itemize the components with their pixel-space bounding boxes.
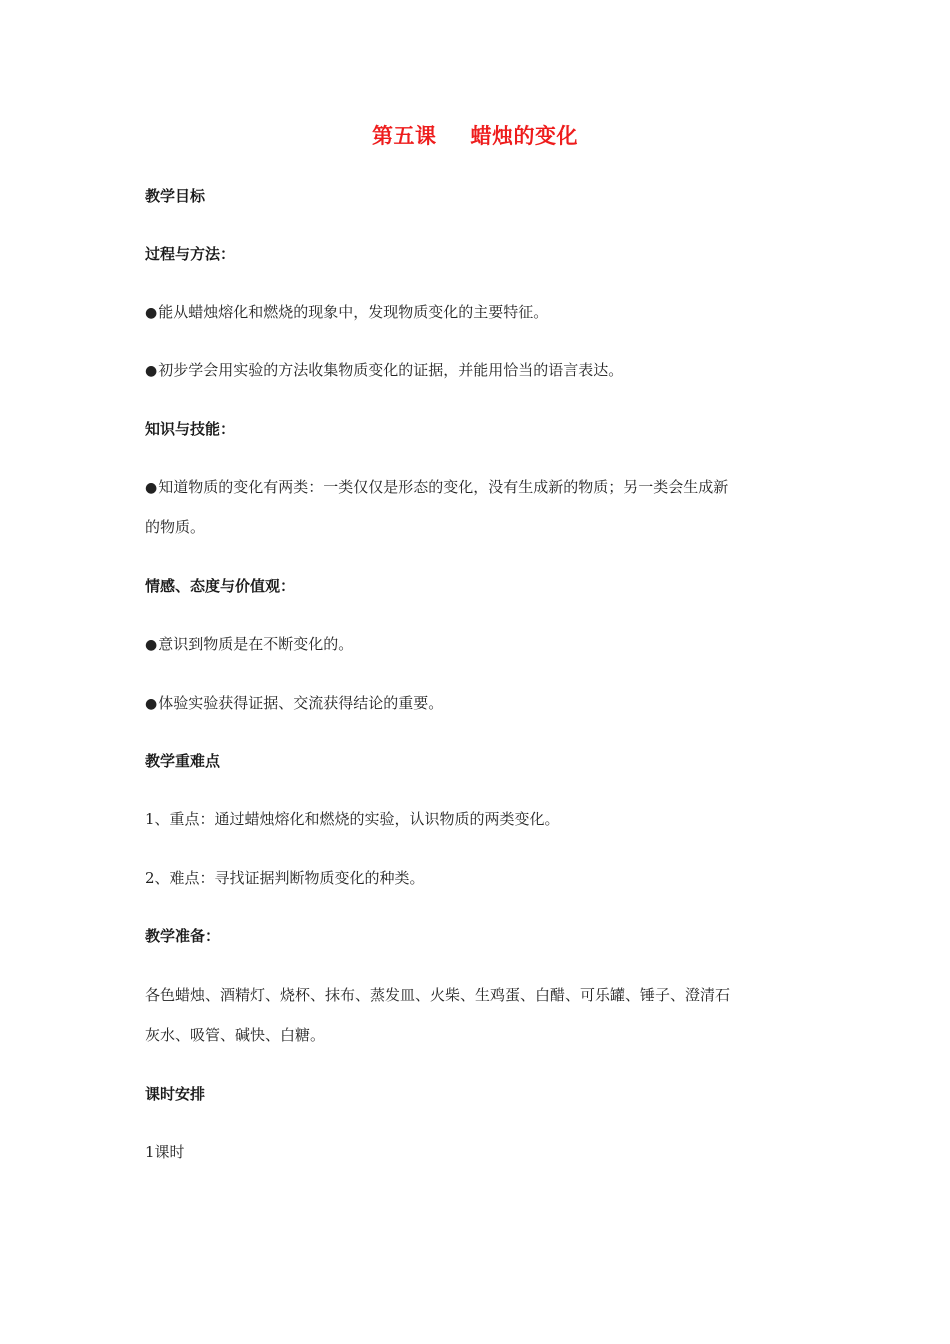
paragraph-knowledge-1-line2: 的物质。 — [145, 518, 206, 536]
document-title — [0, 120, 950, 150]
bullet-icon: ● — [145, 305, 158, 321]
heading-knowledge-skills: 知识与技能： — [145, 420, 236, 438]
paragraph-emotion-1 — [145, 634, 805, 655]
paragraph-text: 初步学会用实验的方法收集物质变化的证据，并能用恰当的语言表达。 — [158, 361, 624, 379]
lesson-name: 蜡烛的变化 — [470, 124, 578, 148]
heading-process-method: 过程与方法： — [145, 245, 236, 263]
heading-schedule: 课时安排 — [145, 1085, 206, 1103]
heading-emotion-attitude: 情感、态度与价值观： — [145, 577, 296, 595]
paragraph-text: 意识到物质是在不断变化的。 — [158, 635, 354, 653]
heading-preparation: 教学准备： — [145, 927, 221, 945]
paragraph-process-1 — [145, 302, 805, 323]
paragraph-text: 知道物质的变化有两类：一类仅仅是形态的变化，没有生成新的物质；另一类会生成新 — [158, 478, 729, 496]
paragraph-preparation-line2: 灰水、吸管、碱快、白糖。 — [145, 1026, 326, 1044]
paragraph-text: 能从蜡烛熔化和燃烧的现象中，发现物质变化的主要特征。 — [158, 303, 549, 321]
paragraph-key-2: 2、难点：寻找证据判断物质变化的种类。 — [145, 869, 425, 887]
bullet-icon: ● — [145, 696, 158, 712]
bullet-icon: ● — [145, 637, 158, 653]
lesson-number: 第五课 — [372, 124, 437, 148]
paragraph-text: 体验实验获得证据、交流获得结论的重要。 — [158, 694, 444, 712]
paragraph-schedule: 1课时 — [145, 1143, 185, 1161]
paragraph-key-1: 1、重点：通过蜡烛熔化和燃烧的实验，认识物质的两类变化。 — [145, 810, 560, 828]
paragraph-process-2 — [145, 360, 805, 381]
paragraph-emotion-2 — [145, 693, 805, 714]
heading-objectives: 教学目标 — [145, 187, 206, 205]
paragraph-preparation-line1: 各色蜡烛、酒精灯、烧杯、抹布、蒸发皿、火柴、生鸡蛋、白醋、可乐罐、锤子、澄清石 — [145, 986, 731, 1004]
bullet-icon: ● — [145, 363, 158, 379]
bullet-icon: ● — [145, 480, 158, 496]
heading-key-points: 教学重难点 — [145, 752, 221, 770]
paragraph-knowledge-1-line1 — [145, 477, 805, 498]
